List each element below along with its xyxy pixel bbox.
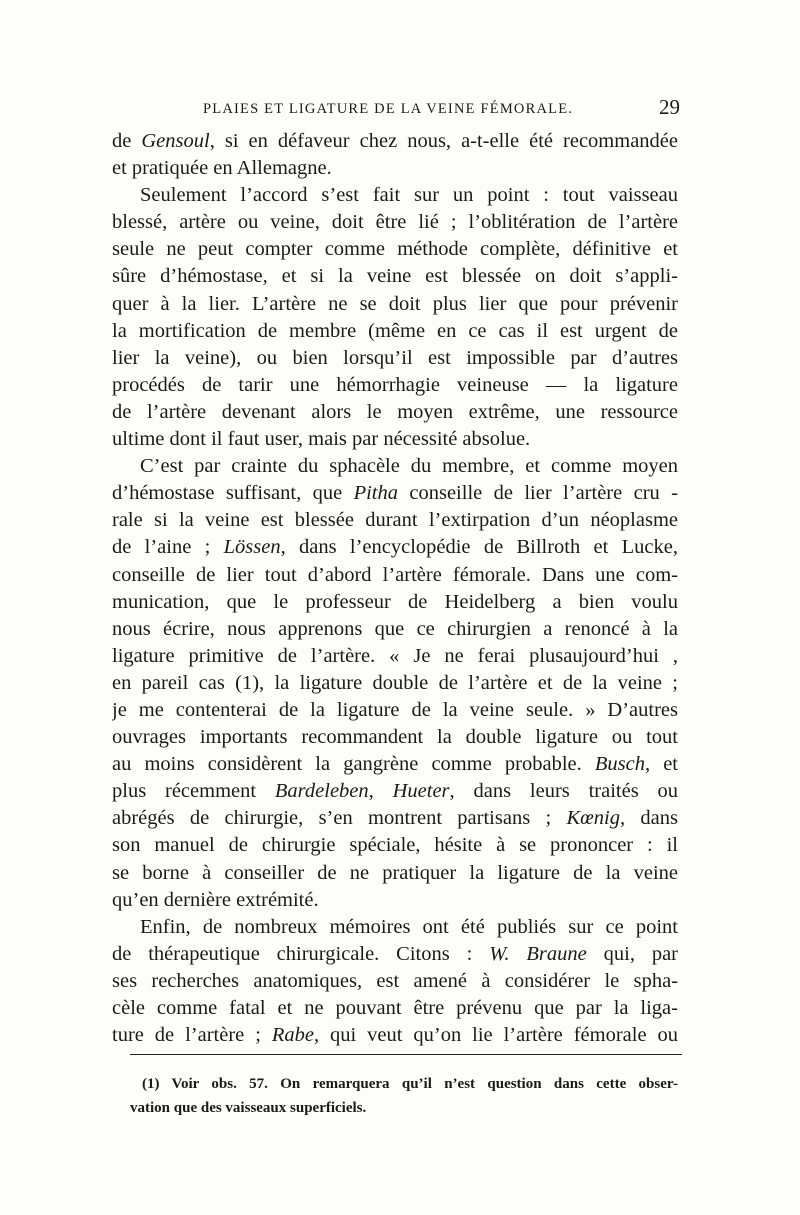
text-line: ligature primitive de l’artère. « Je ne ferai plusaujourd’hui ,: [112, 644, 678, 667]
text-line: ouvrages importants recommandent la double ligature ou tout: [112, 726, 678, 749]
text-line: de l’artère devenant alors le moyen extrême, une ressource: [112, 400, 678, 423]
text-line: ture de l’artère ; Rabe, qui veut qu’on lie l’artère fémorale ou: [112, 1024, 678, 1047]
text-line: ultime dont il faut user, mais par nécessité absolue.: [112, 428, 531, 451]
text-line: procédés de tarir une hémorrhagie veineuse — la ligature: [112, 373, 678, 396]
running-title: PLAIES ET LIGATURE DE LA VEINE FÉMORALE.: [203, 101, 574, 117]
text-line: munication, que le professeur de Heidelberg a bien voulu: [112, 590, 678, 613]
text-line: Seulement l’accord s’est fait sur un point : tout vaisseau: [140, 184, 678, 207]
text-line: blessé, artère ou veine, doit être lié ; l’oblitération de l’artère: [112, 211, 678, 234]
page-header: [108, 95, 680, 125]
text-line: ses recherches anatomiques, est amené à considérer le spha-: [112, 969, 678, 992]
text-line: de l’aine ; Lössen, dans l’encyclopédie de Billroth et Lucke,: [112, 536, 678, 559]
text-line: de Gensoul, si en défaveur chez nous, a-t-elle été recommandée: [112, 130, 678, 152]
text-line: sûre d’hémostase, et si la veine est blessée on doit s’appli-: [112, 265, 678, 288]
text-line: quer à la lier. L’artère ne se doit plus lier que pour prévenir: [112, 292, 678, 315]
text-line: et pratiquée en Allemagne.: [112, 157, 332, 180]
text-line: son manuel de chirurgie spéciale, hésite à se prononcer : il: [112, 834, 678, 857]
text-line: lier la veine), ou bien lorsqu’il est impossible par d’autres: [112, 346, 678, 369]
footnote-separator: [130, 1054, 682, 1055]
text-line: la mortification de membre (même en ce cas il est urgent de: [112, 319, 678, 342]
footnote: [130, 1072, 678, 1120]
text-line: en pareil cas (1), la ligature double de l’artère et de la veine ;: [112, 671, 678, 694]
text-line: conseille de lier tout d’abord l’artère fémorale. Dans une com-: [112, 563, 678, 586]
text-line: d’hémostase suffisant, que Pitha conseille de lier l’artère cru -: [112, 482, 678, 505]
text-line: se borne à conseiller de ne pratiquer la ligature de la veine: [112, 861, 678, 884]
text-line: cèle comme fatal et ne pouvant être prévenu que par la liga-: [112, 997, 678, 1019]
text-line: plus récemment Bardeleben, Hueter, dans leurs traités ou: [112, 780, 678, 803]
text-line: C’est par crainte du sphacèle du membre, et comme moyen: [140, 455, 678, 478]
text-line: rale si la veine est blessée durant l’extirpation d’un néoplasme: [112, 509, 678, 532]
footnote-line: (1) Voir obs. 57. On remarquera qu’il n’est question dans cette obser-: [142, 1076, 678, 1092]
page-number: 29: [659, 95, 680, 119]
text-line: Enfin, de nombreux mémoires ont été publiés sur ce point: [140, 915, 678, 938]
footnote-line: vation que des vaisseaux superficiels.: [130, 1100, 367, 1116]
text-line: nous écrire, nous apprenons que ce chirurgien a renoncé à la: [112, 617, 678, 640]
text-line: je me contenterai de la ligature de la veine seule. » D’autres: [112, 698, 678, 721]
text-line: qu’en dernière extrémité.: [112, 888, 319, 911]
text-line: de thérapeutique chirurgicale. Citons : W. Braune qui, par: [112, 942, 678, 965]
body-text: [112, 128, 678, 1049]
text-line: abrégés de chirurgie, s’en montrent partisans ; Kœnig, dans: [112, 807, 678, 830]
text-line: au moins considèrent la gangrène comme probable. Busch, et: [112, 753, 678, 776]
text-line: seule ne peut compter comme méthode complète, définitive et: [112, 238, 678, 261]
